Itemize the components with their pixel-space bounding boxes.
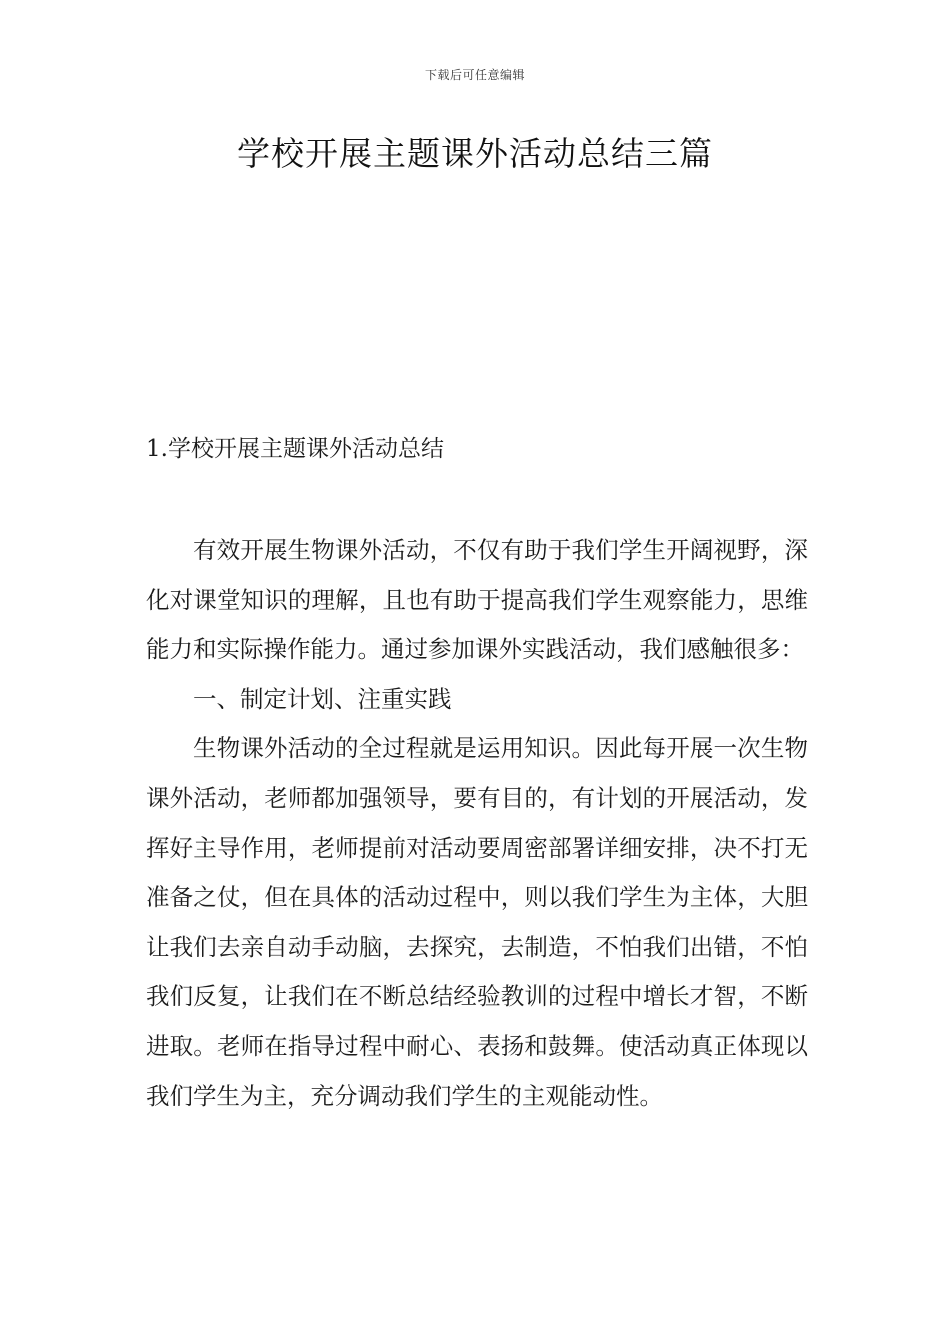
body-text [146,526,808,1121]
document-title: 学校开展主题课外活动总结三篇 [237,134,713,173]
header-note: 下载后可任意编辑 [424,68,525,82]
paragraph-body: 生物课外活动的全过程就是运用知识。因此每开展一次生物课外活动，老师都加强领导，要有目的，有计划的开展活动，发挥好主导作用，老师提前对活动要周密部署详细安排，决不打无准备之仗，但在具体的活动过程中，则以我们学生为主体，大胆让我们去亲自动手动脑，去探究，去制造，不怕我们出错，不怕我们反复，让我们在不断总结经验教训的过程中增长才智，不断进取。老师在指导过程中耐心、表扬和鼓舞。使活动真正体现以我们学生为主，充分调动我们学生的主观能动性。 [146,734,808,1110]
paragraph-subheading: 一、制定计划、注重实践 [193,684,452,713]
paragraph-intro: 有效开展生物课外活动，不仅有助于我们学生开阔视野，深化对课堂知识的理解，且也有助于提高我们学生观察能力，思维能力和实际操作能力。通过参加课外实践活动，我们感触很多： [146,536,808,664]
section-heading: 1.学校开展主题课外活动总结 [146,436,444,462]
